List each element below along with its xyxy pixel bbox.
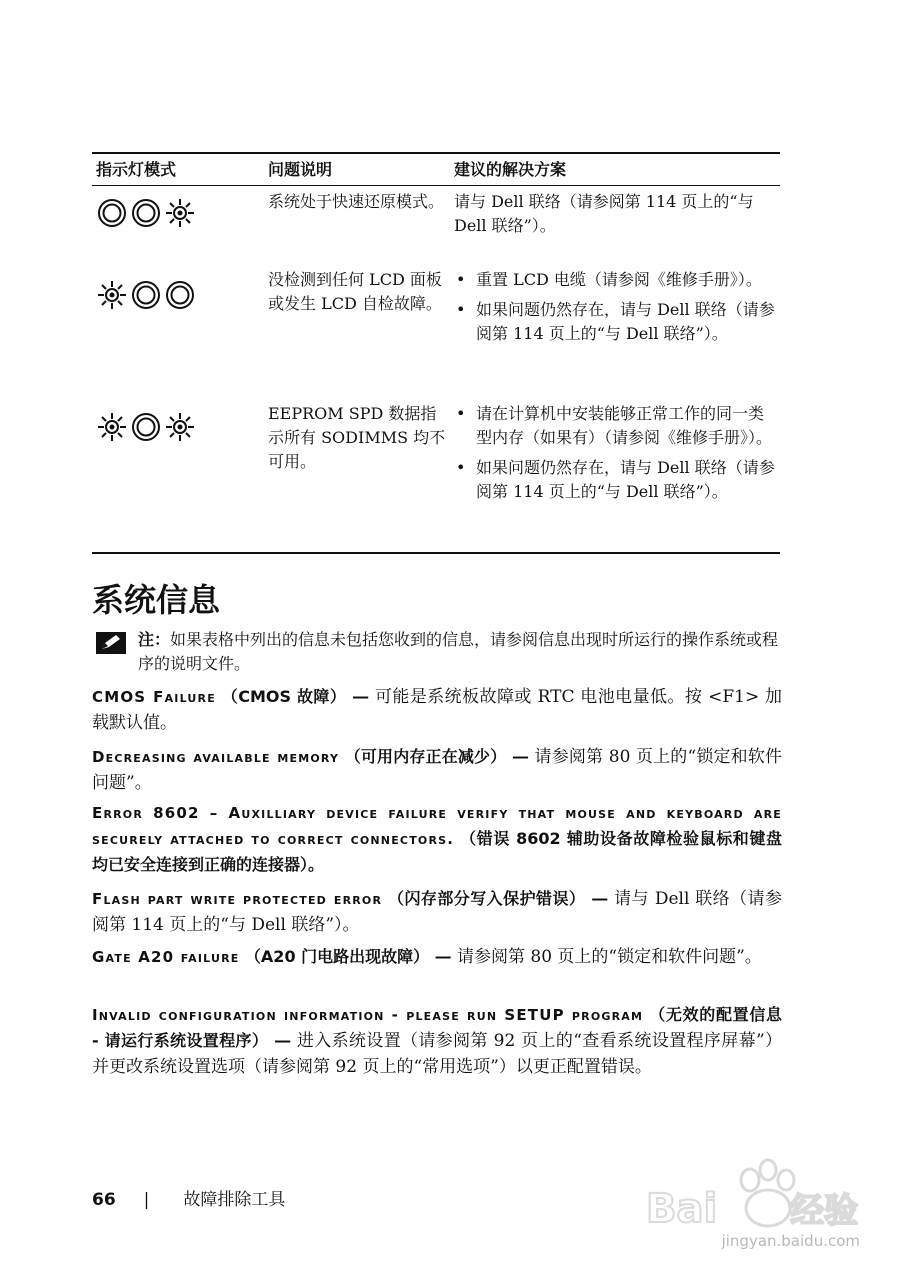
page-number: 66 <box>92 1190 116 1210</box>
light-off-ring-icon <box>96 197 128 229</box>
column-header-light-pattern: 指示灯模式 <box>96 160 177 179</box>
message-term-translation: （错误 8602 辅助设备故障检验鼠标和键盘均已安全连接到正确的连接器）。 <box>92 829 782 874</box>
message-dash: — <box>434 947 452 967</box>
message-entry <box>92 800 782 878</box>
problem-description-row-3: EEPROM SPD 数据指示所有 SODIMMS 均不可用。 <box>268 404 446 471</box>
light-blinking-burst-icon <box>96 411 128 443</box>
message-term: Gate A20 failure <box>92 948 240 966</box>
solution-bullet <box>454 298 776 346</box>
message-entry <box>92 886 782 938</box>
bullet-dot: • <box>456 270 466 289</box>
chapter-title: 故障排除工具 <box>183 1190 286 1210</box>
table-bottom-rule <box>92 552 780 554</box>
bullet-text: 请在计算机中安装能够正常工作的同一类型内存（如果有）（请参阅《维修手册》）。 <box>476 404 773 447</box>
message-term-translation: （闪存部分写入保护错误） <box>388 889 586 908</box>
message-term-translation: （CMOS 故障） <box>221 687 347 706</box>
bullet-dot: • <box>456 300 466 319</box>
message-entry <box>92 944 782 970</box>
message-term-translation: （无效的配置信息 - 请运行系统设置程序） <box>92 1005 782 1050</box>
message-dash: — <box>591 889 609 909</box>
message-text: 请参阅第 80 页上的“锁定和软件问题”。 <box>456 947 762 967</box>
light-off-ring-icon <box>130 411 162 443</box>
svg-text:经验: 经验 <box>790 1191 858 1231</box>
light-pattern-row-2 <box>96 280 196 310</box>
light-blinking-burst-icon <box>96 279 128 311</box>
section-title: 系统信息 <box>92 581 221 619</box>
message-dash: — <box>274 1031 292 1051</box>
note-label: 注： <box>138 630 171 649</box>
column-header-problem: 问题说明 <box>268 160 333 179</box>
message-dash: — <box>511 747 529 767</box>
problem-description-row-1: 系统处于快速还原模式。 <box>268 192 445 211</box>
message-entry <box>92 1002 782 1080</box>
note-pencil-icon <box>96 632 126 654</box>
footer-separator: | <box>143 1190 150 1210</box>
message-entry <box>92 684 782 736</box>
svg-text:Bai: Bai <box>646 1186 718 1232</box>
message-text: 请与 Dell 联络（请参阅第 114 页上的“与 Dell 联络”）。 <box>92 889 783 935</box>
bullet-dot: • <box>456 458 466 477</box>
solution-row-3 <box>454 402 776 510</box>
table-top-rule <box>92 152 780 154</box>
message-entry <box>92 744 782 796</box>
light-pattern-row-1 <box>96 198 196 228</box>
column-header-solution: 建议的解决方案 <box>454 160 567 179</box>
bullet-text: 如果问题仍然存在，请与 Dell 联络（请参阅第 114 页上的“与 Dell 联络”）。 <box>476 300 775 343</box>
message-text: 进入系统设置（请参阅第 92 页上的“查看系统设置程序屏幕”）并更改系统设置选项（请参阅第 92 页上的“常用选项”）以更正配置错误。 <box>92 1031 783 1077</box>
light-blinking-burst-icon <box>164 411 196 443</box>
bullet-dot: • <box>456 404 466 423</box>
light-off-ring-icon <box>164 279 196 311</box>
solution-bullet <box>454 456 776 504</box>
solution-bullet <box>454 402 776 450</box>
solution-row-1: 请与 Dell 联络（请参阅第 114 页上的“与 Dell 联络”）。 <box>454 192 754 235</box>
message-text: 可能是系统板故障或 RTC 电池电量低。按 <F1> 加载默认值。 <box>92 687 783 733</box>
message-term: Flash part write protected error <box>92 890 383 908</box>
light-off-ring-icon <box>130 197 162 229</box>
message-term-translation: （A20 门电路出现故障） <box>244 947 430 966</box>
watermark-url: jingyan.baidu.com <box>721 1232 860 1250</box>
problem-description-row-2: 没检测到任何 LCD 面板或发生 LCD 自检故障。 <box>268 270 442 313</box>
table-header-rule <box>92 185 780 186</box>
solution-bullet <box>454 268 776 292</box>
light-off-ring-icon <box>130 279 162 311</box>
message-text: 请参阅第 80 页上的“锁定和软件问题”。 <box>92 747 782 793</box>
message-term-translation: （可用内存正在减少） <box>344 747 507 766</box>
note-body: 如果表格中列出的信息未包括您收到的信息，请参阅信息出现时所运行的操作系统或程序的说明文件。 <box>138 630 779 673</box>
message-term: Error 8602 – Auxilliary device failure verify that mouse and keyboard are securely attached to correct connectors. <box>92 804 782 848</box>
message-term: Invalid configuration information - please run SETUP program <box>92 1006 644 1024</box>
bullet-text: 重置 LCD 电缆（请参阅《维修手册》）。 <box>476 270 762 289</box>
light-blinking-burst-icon <box>164 197 196 229</box>
solution-row-2 <box>454 268 776 352</box>
note-text-block <box>138 628 782 676</box>
message-term: CMOS Failure <box>92 688 216 706</box>
bullet-text: 如果问题仍然存在，请与 Dell 联络（请参阅第 114 页上的“与 Dell 联络”）。 <box>476 458 775 501</box>
page-footer <box>92 1188 285 1212</box>
message-term: Decreasing available memory <box>92 748 340 766</box>
message-dash: — <box>352 687 370 707</box>
light-pattern-row-3 <box>96 412 196 442</box>
